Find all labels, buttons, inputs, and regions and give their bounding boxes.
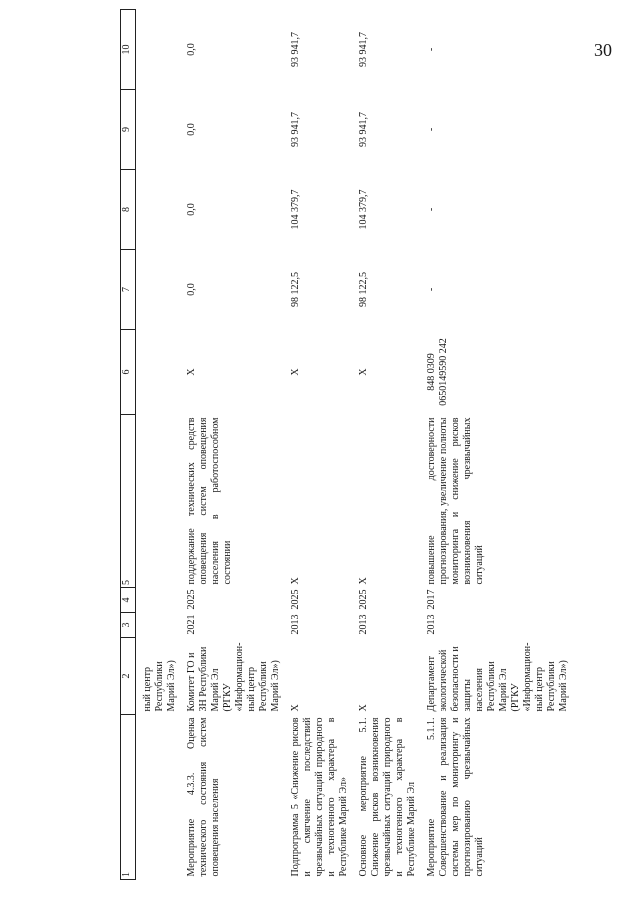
cell-value-8: 104 379,7 — [358, 189, 369, 230]
cell-end-year: 2025 — [290, 589, 301, 610]
cell-value-10: 93 941,7 — [358, 32, 369, 67]
cell-executor: Департамент экологической безопасности и защиты населения Республики Марий Эл (РГКУ «Информацион-ный центр Республики Марий Эл») — [426, 642, 569, 712]
cell-start-year: 2013 — [426, 614, 437, 635]
header-col-4: 4 — [121, 588, 136, 613]
cell-value-8: 0,0 — [186, 203, 197, 216]
cell-value-9: - — [426, 127, 437, 132]
cell-result: поддержание технических средств оповещения систем оповещения населения в работоспособном состоянии — [186, 417, 233, 585]
header-col-7: 7 — [121, 250, 136, 330]
table-row — [420, 10, 572, 880]
header-col-5: 5 — [121, 415, 136, 588]
rotated-page-content — [120, 10, 590, 880]
cell-measure — [136, 715, 181, 880]
cell-executor: ный центр Республики Марий Эл») — [142, 660, 177, 712]
header-col-6: 6 — [121, 330, 136, 415]
cell-value-10: 93 941,7 — [290, 32, 301, 67]
header-col-8: 8 — [121, 170, 136, 250]
cell-value-9: 0,0 — [186, 123, 197, 136]
program-table — [120, 9, 572, 880]
cell-start-year: 2013 — [358, 614, 369, 635]
cell-end-year: 2017 — [426, 589, 437, 610]
cell-start-year — [136, 613, 181, 638]
cell-start-year: 2013 — [290, 614, 301, 635]
cell-value-8: 104 379,7 — [290, 189, 301, 230]
cell-value-8 — [136, 170, 181, 250]
cell-value-10 — [136, 10, 181, 90]
cell-value-7: 0,0 — [186, 283, 197, 296]
table-row — [352, 10, 420, 880]
cell-measure: Мероприятие 4.3.3. Оценка технического состояния систем оповещения населения — [186, 717, 221, 877]
table-header-row — [121, 10, 136, 880]
header-col-9: 9 — [121, 90, 136, 170]
cell-result: повышение достоверности прогнозирования, увеличение полноты мониторинга и снижение рисков возникновения чрезвычайных ситуаций — [426, 417, 485, 585]
header-col-2: 2 — [121, 638, 136, 715]
cell-value-8: - — [426, 207, 437, 212]
cell-value-7 — [136, 250, 181, 330]
table-row — [136, 10, 181, 880]
cell-measure: Мероприятие 5.1.1. Совершенствование и реализация системы мер по мониторингу и прогнозированию чрезвычайных ситуаций — [426, 717, 485, 877]
cell-value-9: 93 941,7 — [358, 112, 369, 147]
cell-value-10: - — [426, 47, 437, 52]
cell-result: X — [290, 577, 301, 585]
cell-result: X — [358, 577, 369, 585]
cell-value-7: - — [426, 287, 437, 292]
cell-code: X — [290, 368, 301, 376]
cell-end-year: 2025 — [358, 589, 369, 610]
cell-code: X — [186, 368, 197, 376]
cell-value-10: 0,0 — [186, 43, 197, 56]
cell-value-9: 93 941,7 — [290, 112, 301, 147]
header-col-3: 3 — [121, 613, 136, 638]
cell-code: X — [358, 368, 369, 376]
cell-code — [136, 330, 181, 415]
cell-executor: X — [358, 704, 369, 712]
cell-executor: X — [290, 704, 301, 712]
cell-executor: Комитет ГО и ЗН Республики Марий Эл (РГКУ «Информацион-ный центр Республики Марий Эл») — [186, 642, 281, 712]
cell-value-9 — [136, 90, 181, 170]
cell-measure: Подпрограмма 5 «Снижение рисков и смягчение последствий чрезвычайных ситуаций природного и техногенного характера в Республике Марий Эл» — [290, 717, 349, 877]
cell-measure: Основное мероприятие 5.1. Снижение рисков возникновения чрезвычайных ситуаций природного и техногенного характера в Республике Марий Эл — [358, 717, 417, 877]
cell-code: 848 0309 0650149590 242 — [426, 338, 449, 406]
page-number: 30 — [594, 40, 612, 60]
cell-end-year: 2025 — [186, 589, 197, 610]
cell-value-7: 98 122,5 — [290, 272, 301, 307]
table-row — [180, 10, 284, 880]
cell-end-year — [136, 588, 181, 613]
table-row — [284, 10, 352, 880]
header-col-10: 10 — [121, 10, 136, 90]
cell-value-7: 98 122,5 — [358, 272, 369, 307]
cell-start-year: 2021 — [186, 614, 197, 635]
header-col-1: 1 — [121, 715, 136, 880]
cell-result — [136, 415, 181, 588]
